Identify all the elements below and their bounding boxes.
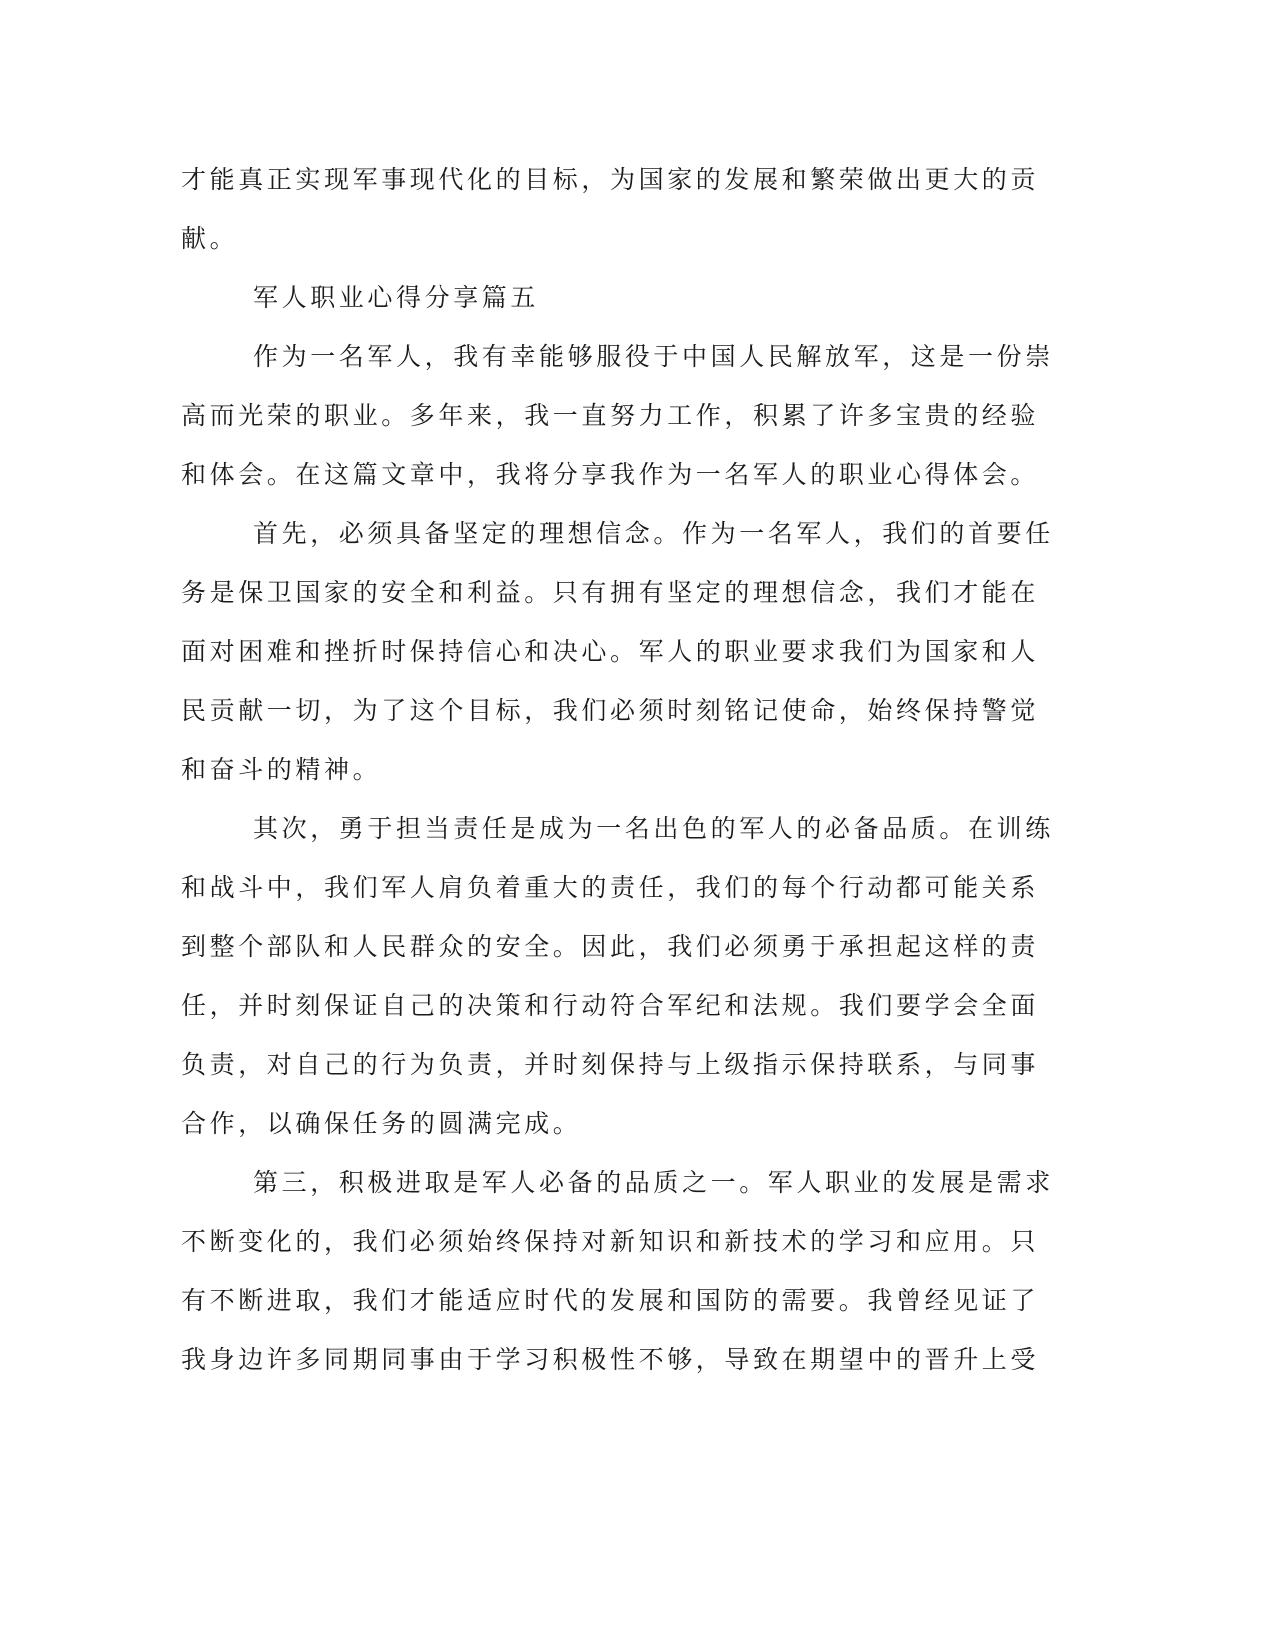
text-line: 负责，对自己的行为负责，并时刻保持与上级指示保持联系，与同事	[181, 1050, 1040, 1079]
text-line: 和战斗中，我们军人肩负着重大的责任，我们的每个行动都可能关系	[181, 873, 1040, 902]
text-line: 面对困难和挫折时保持信心和决心。军人的职业要求我们为国家和人	[181, 637, 1040, 666]
text-line: 其次，勇于担当责任是成为一名出色的军人的必备品质。在训练	[253, 814, 1054, 843]
text-line: 第三，积极进取是军人必备的品质之一。军人职业的发展是需求	[253, 1168, 1054, 1197]
text-line: 献。	[181, 224, 239, 253]
text-line: 才能真正实现军事现代化的目标，为国家的发展和繁荣做出更大的贡	[181, 165, 1040, 194]
text-line: 首先，必须具备坚定的理想信念。作为一名军人，我们的首要任	[253, 519, 1054, 548]
text-line: 任，并时刻保证自己的决策和行动符合军纪和法规。我们要学会全面	[181, 991, 1040, 1020]
text-line: 和奋斗的精神。	[181, 755, 382, 784]
text-line: 作为一名军人，我有幸能够服役于中国人民解放军，这是一份崇	[253, 342, 1054, 371]
text-line: 到整个部队和人民群众的安全。因此，我们必须勇于承担起这样的责	[181, 932, 1040, 961]
text-line: 和体会。在这篇文章中，我将分享我作为一名军人的职业心得体会。	[181, 460, 1040, 489]
text-line: 不断变化的，我们必须始终保持对新知识和新技术的学习和应用。只	[181, 1227, 1040, 1256]
text-line: 有不断进取，我们才能适应时代的发展和国防的需要。我曾经见证了	[181, 1286, 1040, 1315]
text-line: 民贡献一切，为了这个目标，我们必须时刻铭记使命，始终保持警觉	[181, 696, 1040, 725]
section-heading: 军人职业心得分享篇五	[253, 283, 540, 312]
text-line: 高而光荣的职业。多年来，我一直努力工作，积累了许多宝贵的经验	[181, 401, 1040, 430]
text-line: 合作，以确保任务的圆满完成。	[181, 1109, 582, 1138]
text-line: 务是保卫国家的安全和利益。只有拥有坚定的理想信念，我们才能在	[181, 578, 1040, 607]
text-line: 我身边许多同期同事由于学习积极性不够，导致在期望中的晋升上受	[181, 1345, 1040, 1374]
